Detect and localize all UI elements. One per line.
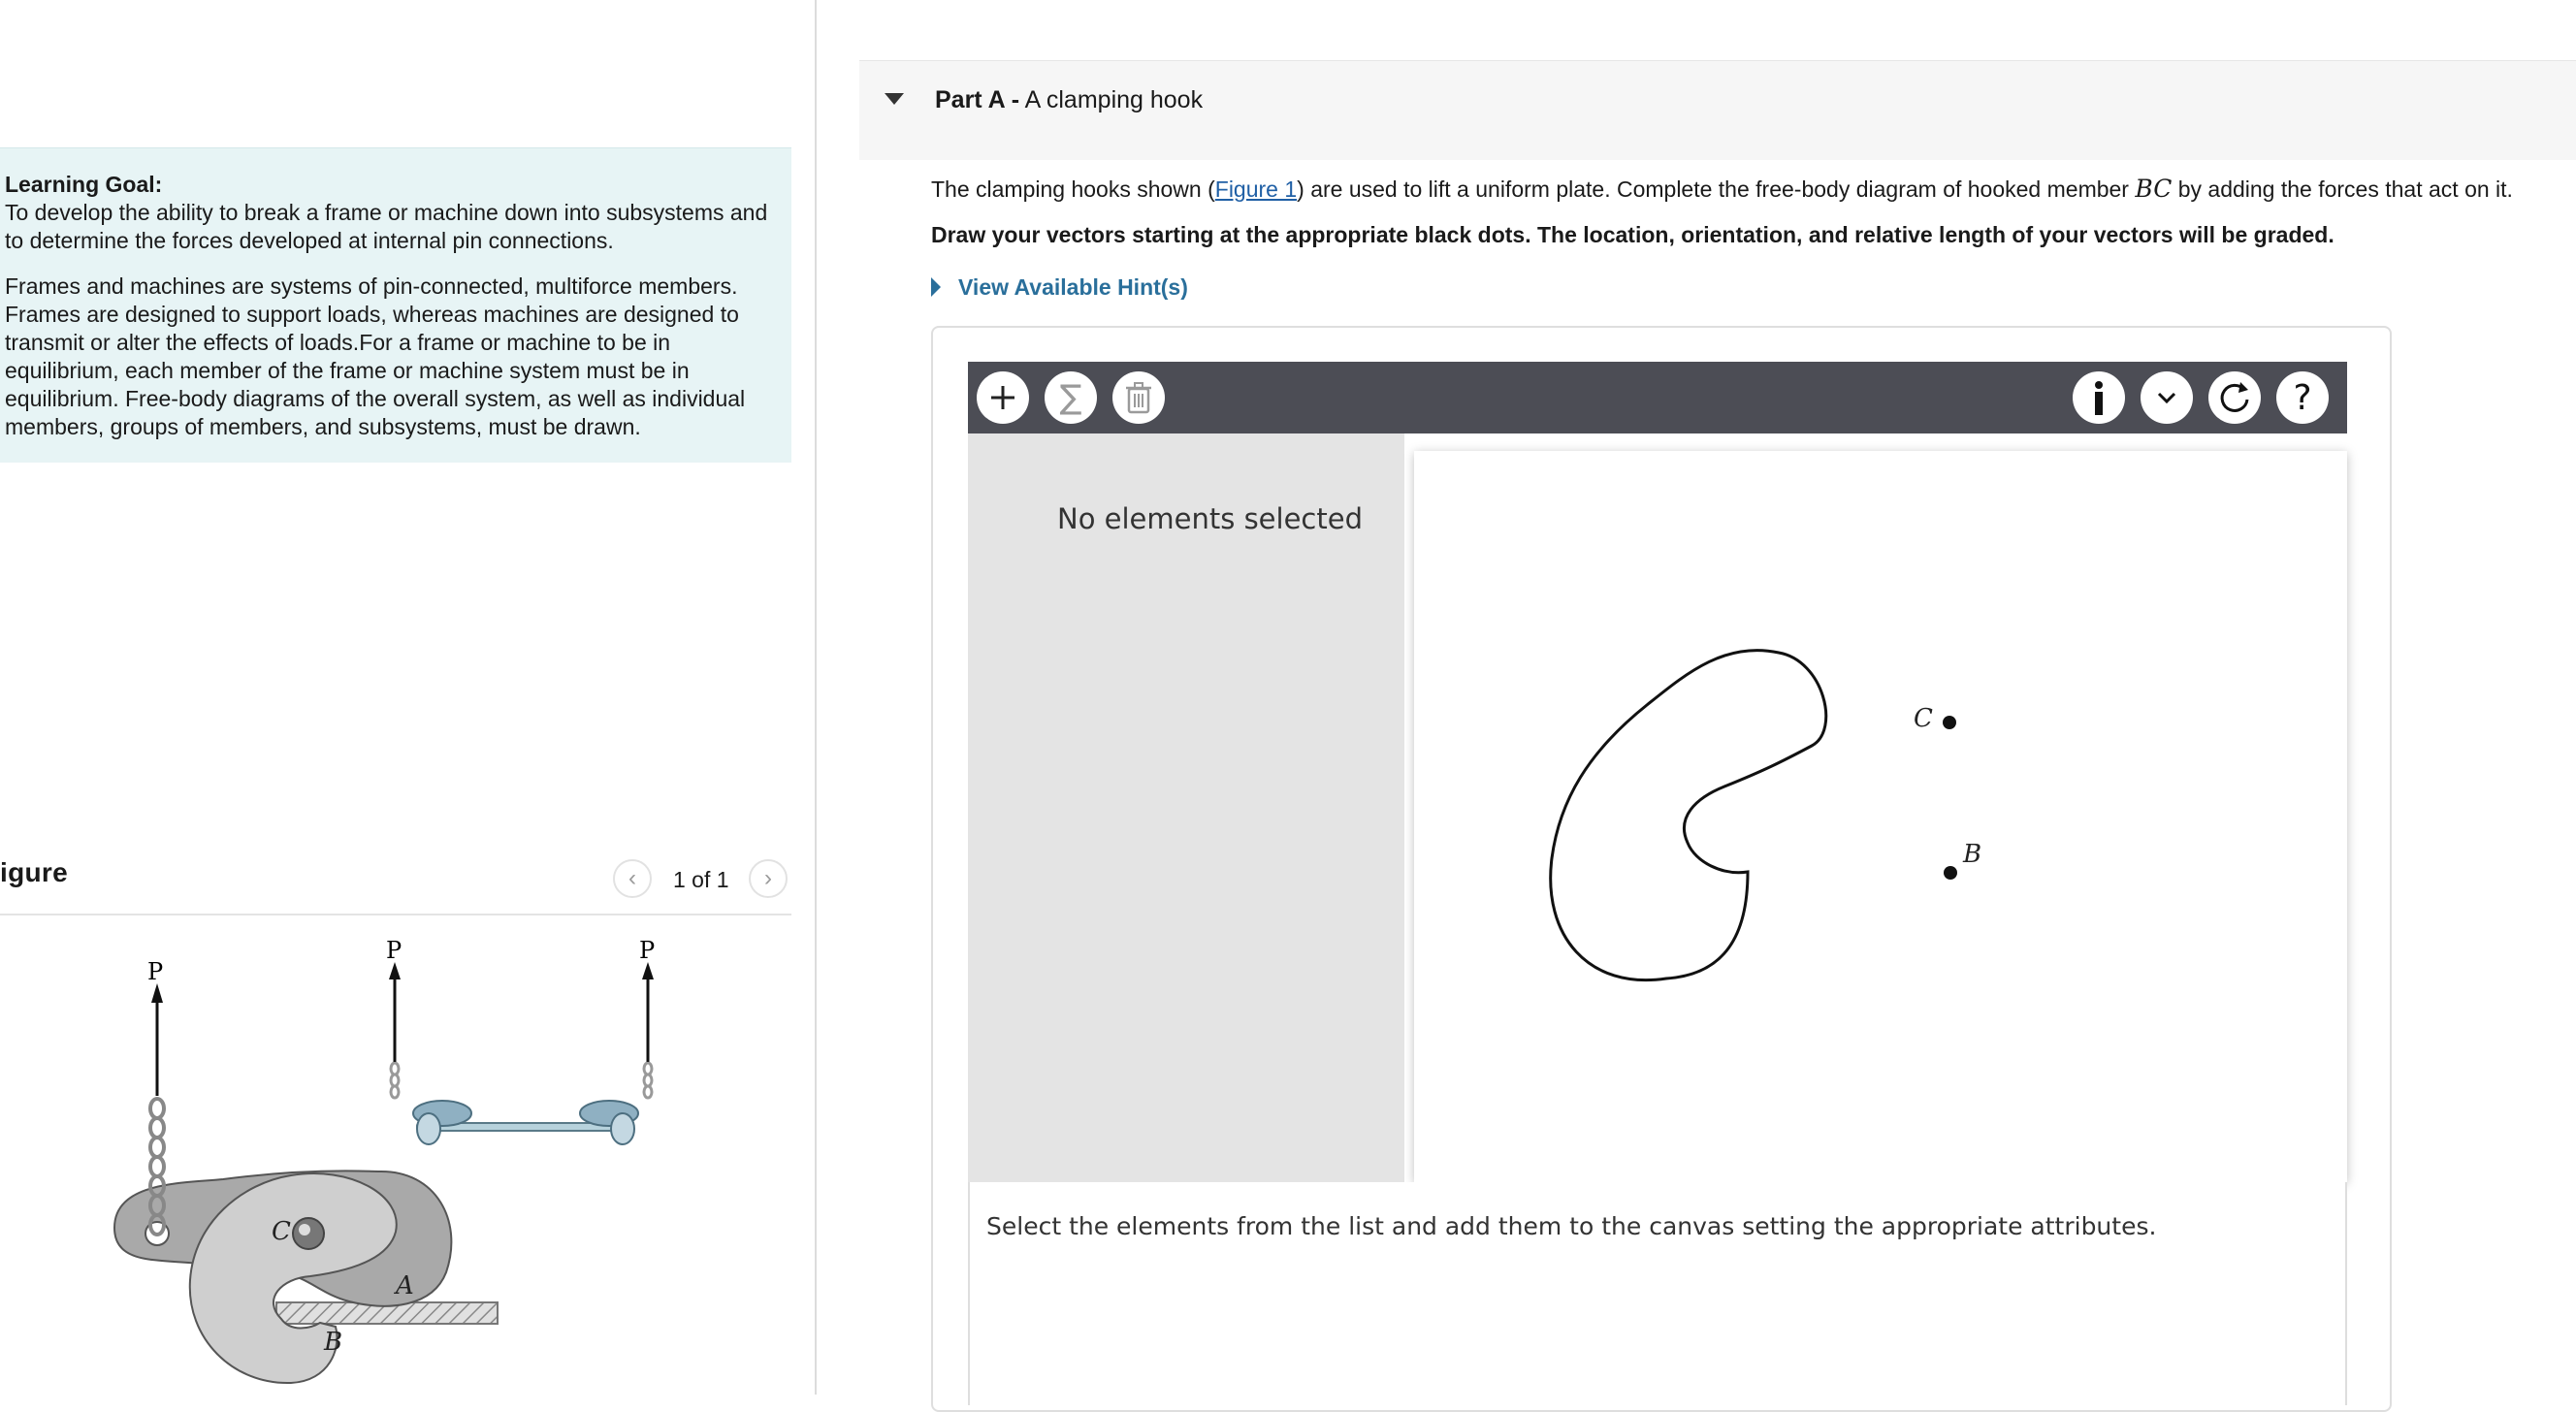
small-chains — [391, 1063, 652, 1098]
point-c-dot[interactable] — [1943, 716, 1956, 729]
clamping-hook-figure — [0, 921, 795, 1395]
canvas-drawing — [1414, 451, 2347, 1182]
small-hook-left — [413, 1101, 471, 1144]
instruction-part-2: ) are used to lift a uniform plate. Complete the free-body diagram of hooked member — [1297, 176, 2136, 202]
canvas-label-c: C — [1914, 704, 1933, 733]
label-p-right: P — [639, 937, 656, 964]
instruction-part-3: by adding the forces that act on it. — [2172, 176, 2513, 202]
element-list-panel[interactable] — [968, 433, 1404, 1182]
grading-instruction: Draw your vectors starting at the appropriate black dots. The location, orientation, and relative length of your vectors will be graded. — [931, 222, 2334, 247]
more-options-button[interactable] — [2141, 371, 2193, 424]
instruction-text — [931, 175, 2513, 203]
small-hook-right — [580, 1101, 638, 1144]
canvas-label-b: B — [1963, 840, 1982, 869]
part-prefix: Part A - — [935, 86, 1020, 113]
no-selection-text: No elements selected — [1057, 502, 1363, 535]
view-hints-link[interactable]: View Available Hint(s) — [958, 274, 1188, 300]
label-b: B — [324, 1328, 343, 1357]
part-title — [935, 86, 1203, 114]
figure-link[interactable]: Figure 1 — [1214, 176, 1298, 202]
figure-divider — [0, 914, 791, 915]
part-name: A clamping hook — [1024, 86, 1204, 113]
learning-goal-title: Learning Goal: — [5, 172, 163, 197]
caret-down-icon[interactable] — [885, 93, 904, 105]
figure-title: igure — [0, 857, 68, 887]
label-c: C — [272, 1217, 291, 1246]
label-p-mid: P — [386, 937, 402, 964]
label-a: A — [396, 1271, 414, 1300]
drawing-canvas[interactable] — [1414, 451, 2347, 1182]
arrowhead-mid — [389, 962, 401, 979]
status-text: Select the elements from the list and add them to the canvas setting the appropriate attributes. — [986, 1212, 2157, 1240]
next-figure-button[interactable] — [749, 859, 788, 898]
sum-button[interactable] — [1045, 371, 1097, 424]
learning-goal-box — [0, 147, 791, 463]
learning-goal-text: To develop the ability to break a frame or machine down into subsystems and to determine the forces developed at internal pin connections. — [5, 200, 768, 253]
pin-c-highlight — [299, 1224, 310, 1236]
caret-right-icon[interactable] — [931, 277, 941, 297]
label-p-left: P — [147, 958, 164, 985]
info-button[interactable] — [2073, 371, 2125, 424]
point-b-dot[interactable] — [1944, 866, 1957, 880]
previous-figure-button[interactable] — [613, 859, 652, 898]
instruction-part-1: The clamping hooks shown ( — [931, 176, 1215, 202]
chevron-right-icon: › — [764, 865, 772, 891]
figure-page-count: 1 of 1 — [673, 867, 729, 892]
hook-outline — [1551, 651, 1826, 980]
trash-icon — [1124, 381, 1153, 414]
reset-icon — [2215, 378, 2254, 417]
help-button[interactable] — [2276, 371, 2329, 424]
member-symbol: BC — [2135, 175, 2173, 203]
sigma-icon: ∑ — [1059, 378, 1082, 417]
arrowhead-right — [642, 962, 654, 979]
add-element-button[interactable] — [977, 371, 1029, 424]
plus-icon — [986, 381, 1019, 414]
chevron-left-icon: ‹ — [628, 865, 636, 891]
chevron-down-icon — [2155, 390, 2178, 405]
delete-button[interactable] — [1112, 371, 1165, 424]
help-icon: ? — [2293, 377, 2312, 418]
chain-left — [150, 1099, 164, 1235]
arrowhead-left — [151, 983, 163, 1003]
info-icon — [2082, 378, 2115, 417]
learning-goal-paragraph: Frames and machines are systems of pin-connected, multiforce members. Frames are designed to support loads, whereas machines are designed to transmit or alter the effects of loads.For a frame or machine to be in equilibrium, each member of the frame or machine system must be in equilibrium. Free-body diagrams of the overall system, as well as individual members, groups of members, and subsystems, must be drawn. — [5, 273, 746, 439]
reset-button[interactable] — [2208, 371, 2261, 424]
